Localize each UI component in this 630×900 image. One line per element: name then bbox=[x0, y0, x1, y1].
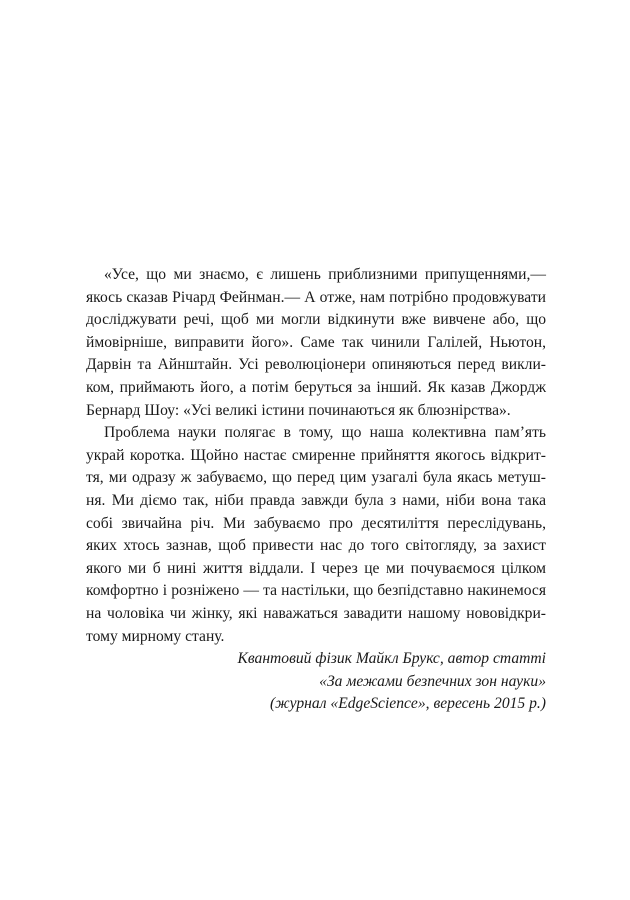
epigraph-attribution bbox=[86, 648, 546, 716]
epigraph-block bbox=[86, 264, 546, 716]
epigraph-paragraph-1: «Усе, що ми знаємо, є лишень приблизними припущеннями,— якось сказав Річард Фейнман.— А отже, нам потрібно продовжувати досліджувати речі, щоб ми могли відкинути вже вивчене або, що ймовірніше, виправити його». Саме так чинили Галілей, Ньютон, Дарвін та Айнштайн. Усі революціонери опиняються перед викликом, приймають його, а потім беруться за інший. Як казав Джордж Бернард Шоу: «Усі великі істини починаються як блюзнірства». bbox=[86, 266, 546, 419]
attribution-article: «За межами безпечних зон науки» bbox=[319, 672, 546, 690]
epigraph-paragraph-2: Проблема науки полягає в тому, що наша колективна пам’ять украй коротка. Щойно настає смиренне прийняття якогось відкриття, ми одразу ж забуваємо, що перед цим узагалі була якась метушня. Ми діємо так, ніби правда завжди була з нами, ніби вона така собі звичайна річ. Ми забуваємо про десятиліття переслідувань, яких хтось зазнав, щоб привести нас до того світогляду, за захист якого ми б нині життя віддали. І через це ми почуваємося цілком комфортно і розніжено — та настільки, що безпідставно накинемося на чоловіка чи жінку, які наважаться завадити нашому нововідкритому мирному стану. bbox=[86, 424, 546, 645]
attribution-source: (журнал «EdgeScience», вересень 2015 р.) bbox=[269, 695, 546, 713]
attribution-author: Квантовий фізик Майкл Брукс, автор статті bbox=[237, 650, 546, 668]
